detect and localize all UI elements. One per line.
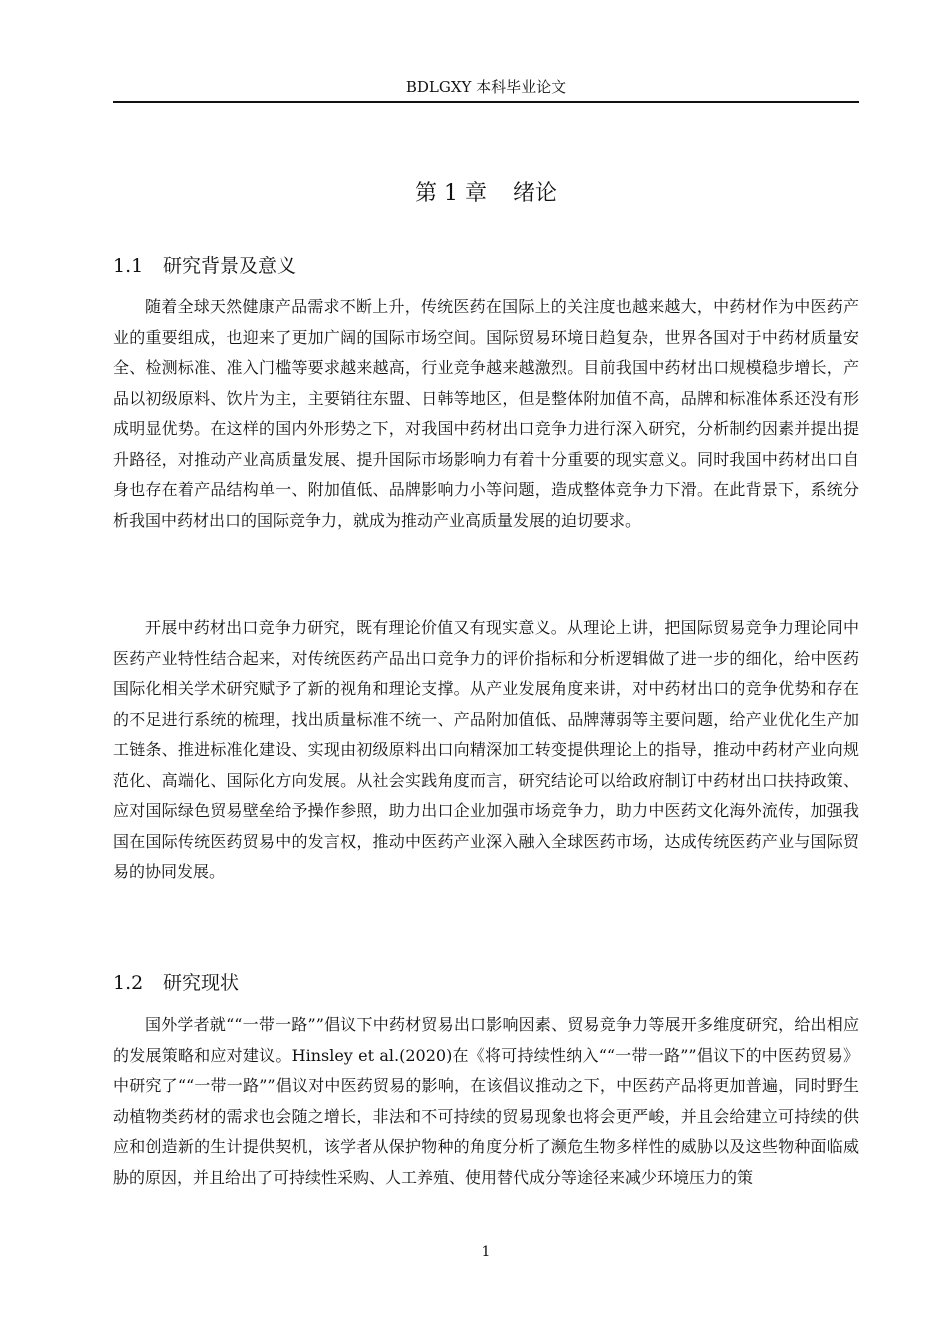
page-number — [113, 1242, 859, 1262]
chapter-number: 第 1 章 — [415, 181, 487, 206]
section-title: 研究背景及意义 — [163, 255, 297, 277]
section-number: 1.2 — [113, 972, 144, 994]
section-heading-1-2 — [113, 968, 859, 998]
body-paragraph: 国外学者就““一带一路””倡议下中药材贸易出口影响因素、贸易竞争力等展开多维度研究，给出相应的发展策略和应对建议。Hinsley et al.(2020)在《将可持续性纳入““一带一路””倡议下的中医药贸易》中研究了““一带一路””倡议对中医药贸易的影响，在该倡议推动之下，中医药产品将更加普遍，同时野生动植物类药材的需求也会随之增长，非法和不可持续的贸易现象也将会更严峻，并且会给建立可持续的供应和创造新的生计提供契机，该学者从保护物种的角度分析了濒危生物多样性的威胁以及这些物种面临威胁的原因，并且给出了可持续性采购、人工养殖、使用替代成分等途径来减少环境压力的策 — [113, 1015, 859, 1187]
page-number-text: 1 — [481, 1244, 491, 1260]
section-title: 研究现状 — [163, 972, 240, 994]
running-header — [113, 76, 859, 103]
running-header-title: BDLGXY 本科毕业论文 — [405, 78, 567, 96]
body-paragraph: 随着全球天然健康产品需求不断上升，传统医药在国际上的关注度也越来越大，中药材作为中医药产业的重要组成，也迎来了更加广阔的国际市场空间。国际贸易环境日趋复杂，世界各国对于中药材质量安全、检测标准、准入门槛等要求越来越高，行业竞争越来越激烈。目前我国中药材出口规模稳步增长，产品以初级原料、饮片为主，主要销往东盟、日韩等地区，但是整体附加值不高，品牌和标准体系还没有形成明显优势。在这样的国内外形势之下，对我国中药材出口竞争力进行深入研究，分析制约因素并提出提升路径，对推动产业高质量发展、提升国际市场影响力有着十分重要的现实意义。同时我国中药材出口自身也存在着产品结构单一、附加值低、品牌影响力小等问题，造成整体竞争力下滑。在此背景下，系统分析我国中药材出口的国际竞争力，就成为推动产业高质量发展的迫切要求。 — [113, 297, 859, 530]
section-number: 1.1 — [113, 255, 144, 277]
section-heading-1-1 — [113, 251, 859, 281]
chapter-title-text: 绪论 — [512, 181, 557, 206]
chapter-title — [113, 178, 859, 210]
body-paragraph: 开展中药材出口竞争力研究，既有理论价值又有现实意义。从理论上讲，把国际贸易竞争力理论同中医药产业特性结合起来，对传统医药产品出口竞争力的评价指标和分析逻辑做了进一步的细化，给中医药国际化相关学术研究赋予了新的视角和理论支撑。从产业发展角度来讲，对中药材出口的竞争优势和存在的不足进行系统的梳理，找出质量标准不统一、产品附加值低、品牌薄弱等主要问题，给产业优化生产加工链条、推进标准化建设、实现由初级原料出口向精深加工转变提供理论上的指导，推动中药材产业向规范化、高端化、国际化方向发展。从社会实践角度而言，研究结论可以给政府制订中药材出口扶持政策、应对国际绿色贸易壁垒给予操作参照，助力出口企业加强市场竞争力，助力中医药文化海外流传，加强我国在国际传统医药贸易中的发言权，推动中医药产业深入融入全球医药市场，达成传统医药产业与国际贸易的协同发展。 — [113, 618, 859, 881]
